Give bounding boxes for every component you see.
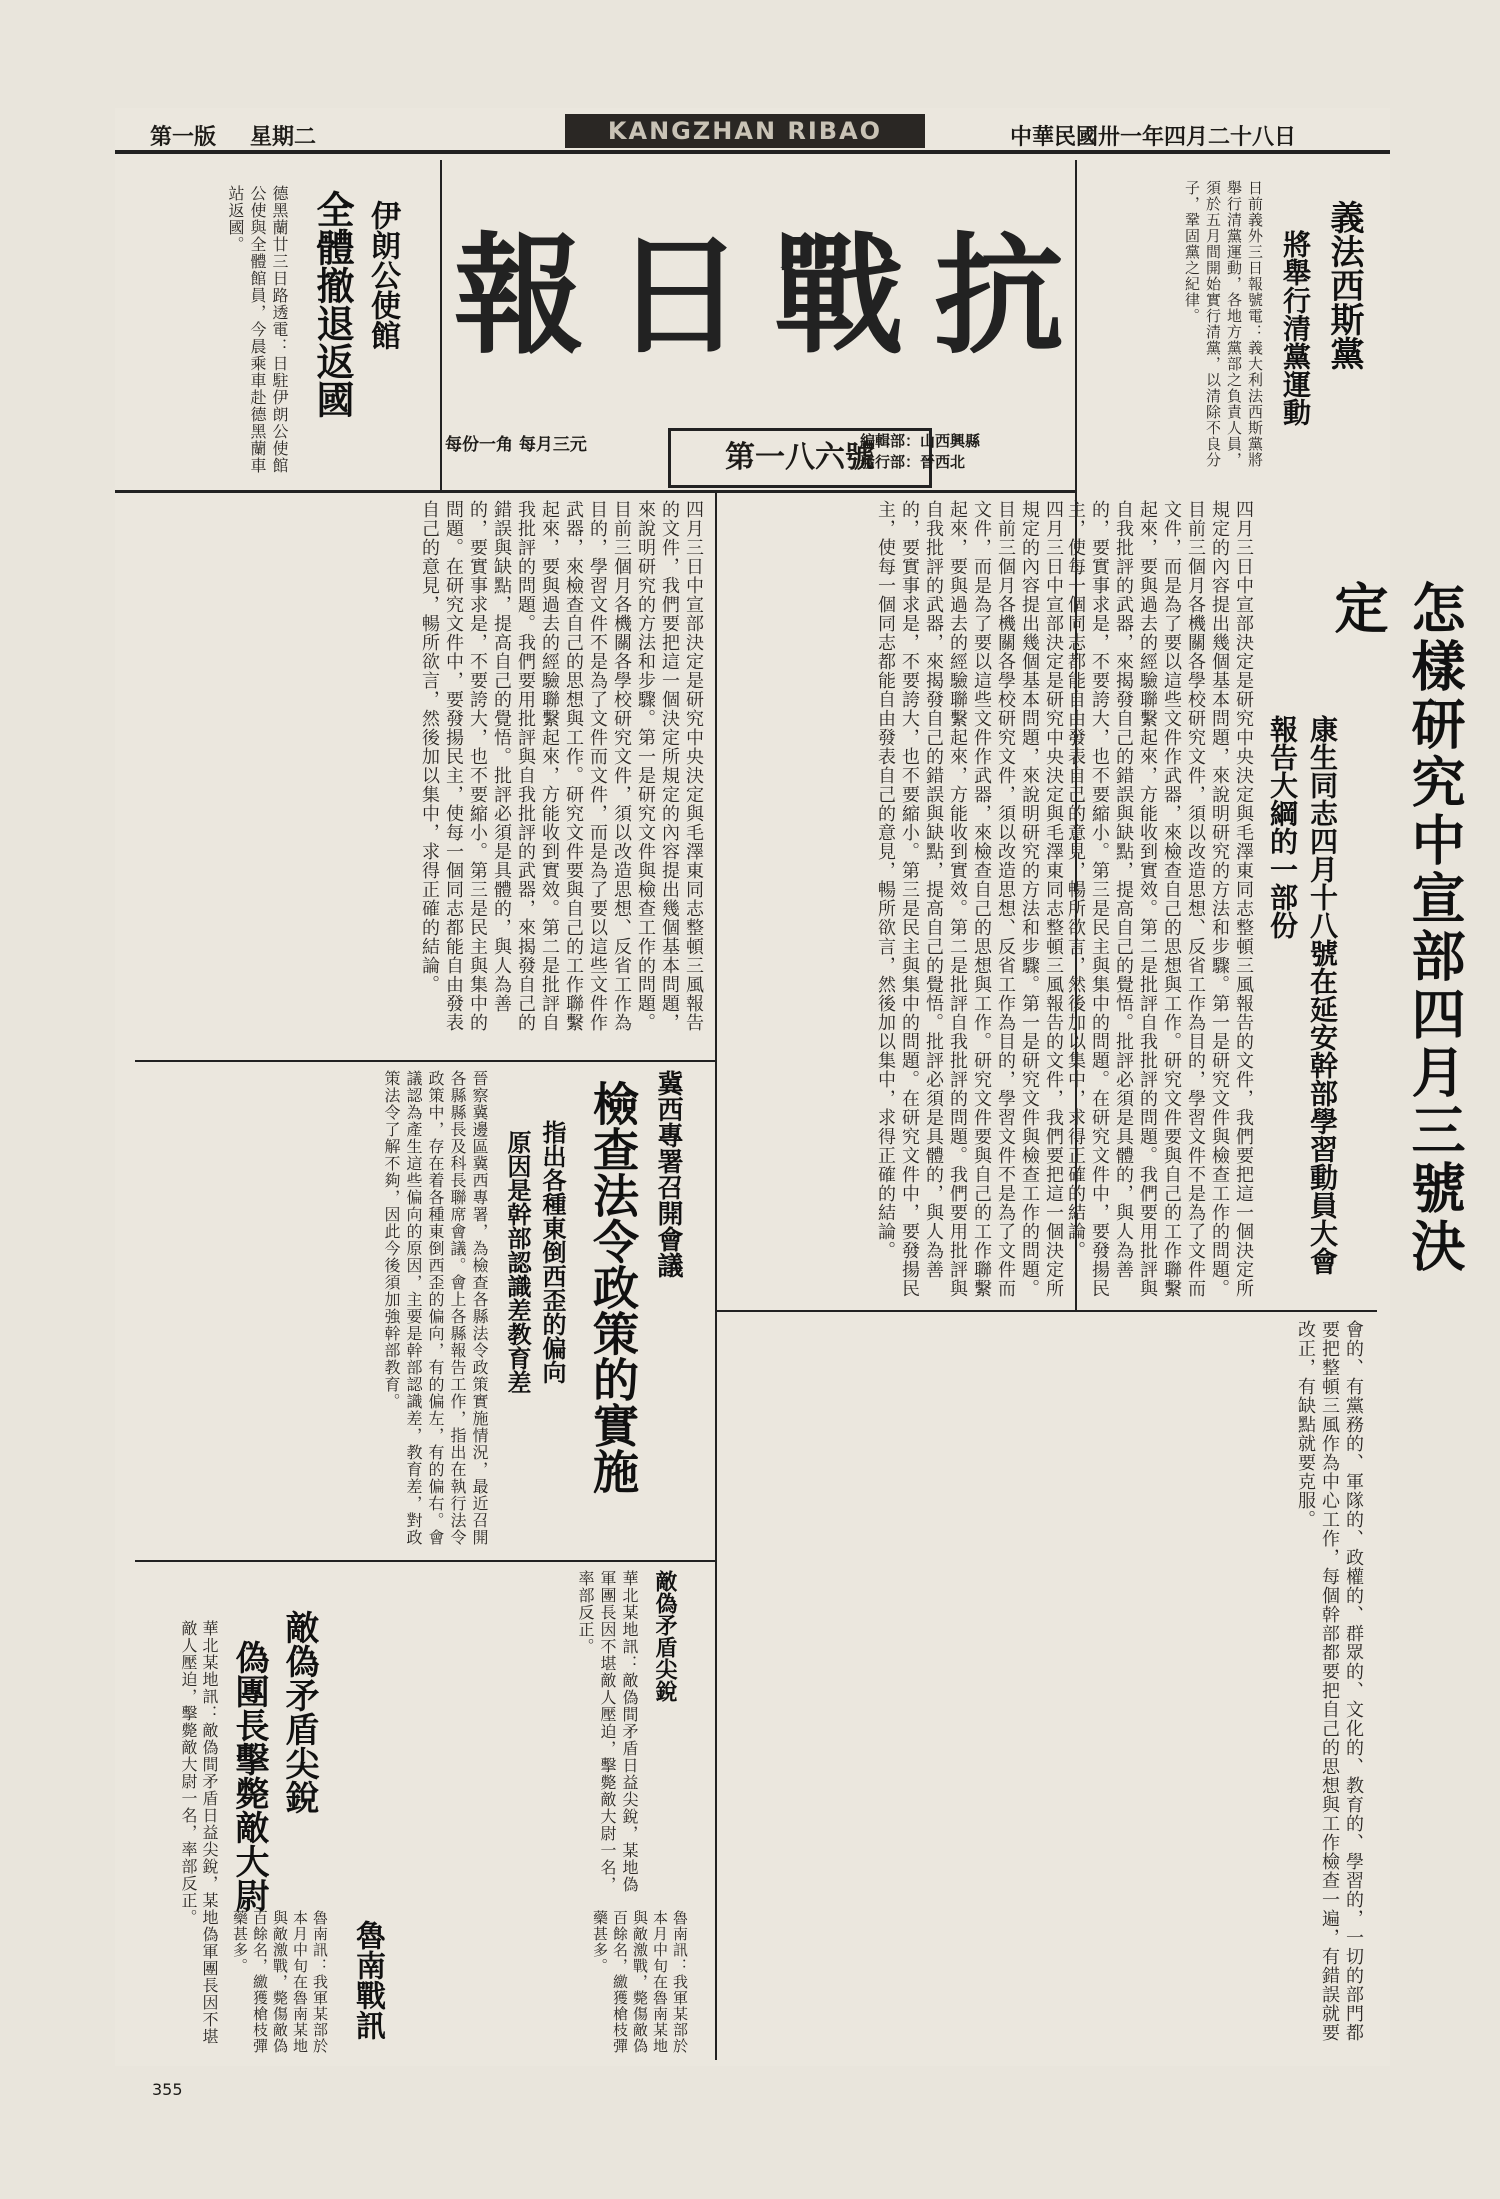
main-article-title: 怎樣研究中宣部四月三號決定 [1326, 580, 1467, 1276]
page-number: 355 [152, 2080, 183, 2099]
edition-label: 第一版 [150, 124, 217, 150]
second-article-title: 冀西專署召開會議 [653, 1070, 683, 1278]
masthead-char: 戰 [773, 218, 906, 372]
main-article-body-mid: 四月三日中宣部決定是研究中央決定與毛澤東同志整頓三風報告的文件，我們要把這一個決定所規定的內容提出幾個基本問題，來說明研究的方法和步驟。第一是研究文件與檢查工作的問題。目前三個月各機關各學校研究文件，須以改造思想、反省工作為目的，學習文件不是為了文件而文件，而是為了要以這些文件作武器，來檢查自己的思想與工作。研究文件要與自己的工作聯繫起來，要與過去的經驗聯繫起來，方能收到實效。第二是批評自我批評的問題。我們要用批評與自我批評的武器，來揭發自己的錯誤與缺點，提高自己的覺悟。批評必須是具體的，與人為善的，要實事求是，不要誇大，也不要縮小。第三是民主與集中的問題。在研究文件中，要發揚民主，使每一個同志都能自由發表自己的意見，暢所欲言，然後加以集中，求得正確的結論。 [875, 500, 1064, 1298]
main-article-body-left: 四月三日中宣部決定是研究中央決定與毛澤東同志整頓三風報告的文件，我們要把這一個決定所規定的內容提出幾個基本問題，來說明研究的方法和步驟。第一是研究文件與檢查工作的問題。目前三個月各機關各學校研究文件，須以改造思想、反省工作為目的，學習文件不是為了文件而文件，而是為了要以這些文件作武器，來檢查自己的思想與工作。研究文件要與自己的工作聯繫起來，要與過去的經驗聯繫起來，方能收到實效。第二是批評自我批評的問題。我們要用批評與自我批評的武器，來揭發自己的錯誤與缺點，提高自己的覺悟。批評必須是具體的，與人為善的，要實事求是，不要誇大，也不要縮小。第三是民主與集中的問題。在研究文件中，要發揚民主，使每一個同志都能自由發表自己的意見，暢所欲言，然後加以集中，求得正確的結論。 [419, 500, 704, 1032]
column-divider-main [715, 493, 717, 2060]
top-right-headline-2: 將舉行清黨運動 [1279, 230, 1312, 426]
top-left-headline-2: 全體撤退返國 [310, 190, 355, 418]
bottom-right-body: 會的、有黨務的、軍隊的、政權的、群眾的、文化的、教育的、學習的，一切的部門都要把整頓三風作為中心工作，每個幹部都要把自己的思想與工作檢查一遍，有錯誤就要改正，有缺點就要克服。 [1295, 1320, 1364, 2042]
top-left-headline-1: 伊朗公使館 [365, 200, 400, 350]
price-info: 每份一角 每月三元 [445, 435, 587, 455]
top-right-body: 日前義外三日報號電：義大利法西斯黨將舉行清黨運動，各地方黨部之負責人員，須於五月間開始實行清黨，以清除不良分子，鞏固黨之紀律。 [1183, 180, 1264, 468]
masthead-char: 日 [613, 218, 746, 372]
bottom-left-rule [135, 1560, 715, 1562]
second-article-sub1: 指出各種東倒西歪的偏向 [538, 1120, 567, 1384]
latin-masthead: KANGZHAN RIBAO [565, 114, 925, 148]
publisher-info [860, 430, 980, 482]
issue-number: 第一八六號 [668, 428, 932, 488]
masthead-char: 報 [453, 218, 586, 372]
top-left-body: 德黑蘭廿三日路透電：日駐伊朗公使館公使與全體館員，今晨乘車赴德黑蘭車站返國。 [226, 185, 289, 474]
top-rule [115, 150, 1390, 154]
third-article-headline-2: 偽團長擊斃敵大尉 [229, 1640, 269, 1912]
date-label: 中華民國卅一年四月二十八日 [1010, 124, 1297, 150]
header-bottom-rule [115, 490, 1075, 493]
lower-left-rule [135, 1060, 715, 1062]
masthead-title [440, 200, 1080, 370]
second-article-sub2: 原因是幹部認識差教育差 [503, 1130, 532, 1394]
bottom-right-rule [717, 1310, 1377, 1312]
day-label: 星期二 [250, 124, 317, 150]
main-article-subtitle: 康生同志四月十八號在延安幹部學習動員大會報告大綱的一部份 [1266, 715, 1339, 1275]
third-article-headline-1: 敵偽矛盾尖銳 [279, 1610, 319, 1814]
third-article-body: 華北某地訊：敵偽間矛盾日益尖銳，某地偽軍團長因不堪敵人壓迫，擊斃敵大尉一名，率部反正。 [179, 1620, 219, 2045]
fourth-article-headline: 魯南戰訊 [350, 1920, 385, 2040]
second-article-headline: 檢查法令政策的實施 [586, 1080, 640, 1494]
main-article-body-right: 四月三日中宣部決定是研究中央決定與毛澤東同志整頓三風報告的文件，我們要把這一個決定所規定的內容提出幾個基本問題，來說明研究的方法和步驟。第一是研究文件與檢查工作的問題。目前三個月各機關各學校研究文件，須以改造思想、反省工作為目的，學習文件不是為了文件而文件，而是為了要以這些文件作武器，來檢查自己的思想與工作。研究文件要與自己的工作聯繫起來，要與過去的經驗聯繫起來，方能收到實效。第二是批評自我批評的問題。我們要用批評與自我批評的武器，來揭發自己的錯誤與缺點，提高自己的覺悟。批評必須是具體的，與人為善的，要實事求是，不要誇大，也不要縮小。第三是民主與集中的問題。在研究文件中，要發揚民主，使每一個同志都能自由發表自己的意見，暢所欲言，然後加以集中，求得正確的結論。 [1065, 500, 1254, 1298]
masthead-char: 抗 [933, 218, 1066, 372]
fourth-article-body-2: 魯南訊：我軍某部於本月中旬在魯南某地與敵激戰，斃傷敵偽百餘名，繳獲槍枝彈藥甚多。 [231, 1910, 329, 2054]
third-article-side-body: 華北某地訊：敵偽間矛盾日益尖銳，某地偽軍團長因不堪敵人壓迫，擊斃敵大尉一名，率部反正。 [576, 1570, 639, 1893]
fourth-article-body: 魯南訊：我軍某部於本月中旬在魯南某地與敵激戰，斃傷敵偽百餘名，繳獲槍枝彈藥甚多。 [591, 1910, 689, 2054]
second-article-body: 晉察冀邊區冀西專署，為檢查各縣法令政策實施情況，最近召開各縣縣長及科長聯席會議。會上各縣報告工作，指出在執行法令政策中，存在着各種東倒西歪的偏向，有的偏左，有的偏右。會議認為產生這些偏向的原因，主要是幹部認識差，教育差，對政策法令了解不夠，因此今後須加強幹部教育。 [382, 1070, 489, 1546]
publisher-line: 編輯部：山西興縣 [860, 432, 981, 450]
publisher-line: 發行部：晉西北 [860, 453, 966, 471]
top-right-headline-1: 義法西斯黨 [1324, 200, 1364, 370]
third-article-body-head: 敵偽矛盾尖銳 [652, 1570, 678, 1702]
